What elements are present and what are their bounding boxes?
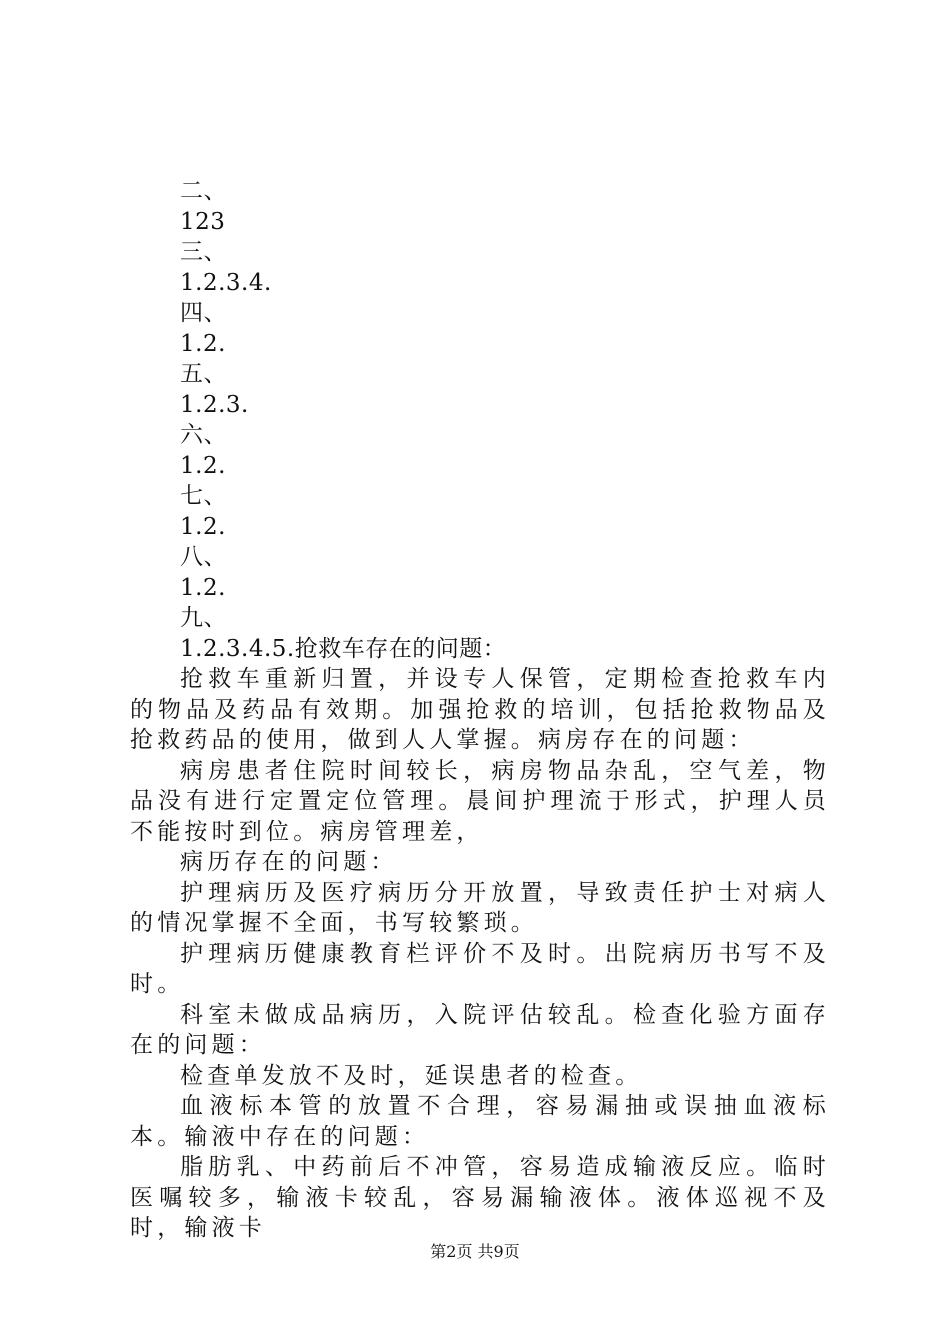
paragraph: 检查单发放不及时，延误患者的检查。 [180,1062,643,1089]
paragraph: 血液标本管的放置不合理，容易漏抽或误抽血液标本。输液中存在的问题： [130,1093,830,1150]
item-line: 1.2. [180,574,226,601]
paragraph: 科室未做成品病历，入院评估较乱。检查化验方面存在的问题： [130,1001,830,1058]
item-line: 1.2. [180,452,226,479]
paragraph: 病房患者住院时间较长，病房物品杂乱，空气差，物品没有进行定置定位管理。晨间护理流于形式，护理人员不能按时到位。病房管理差， [130,757,830,845]
heading-line: 四、 [180,300,227,326]
heading-line: 九、 [180,605,227,631]
paragraph: 护理病历健康教育栏评价不及时。出院病历书写不及时。 [130,940,830,997]
item-line: 1.2.3.4. [180,269,272,296]
item-line: 1.2.3.4.5.抢救车存在的问题： [180,635,507,662]
paragraph: 脂肪乳、中药前后不冲管，容易造成输液反应。临时医嘱较多，输液卡较乱，容易漏输液体。液体巡视不及时，输液卡 [130,1154,830,1241]
paragraph: 抢救车重新归置，并设专人保管，定期检查抢救车内的物品及药品有效期。加强抢救的培训，包括抢救物品及抢救药品的使用，做到人人掌握。病房存在的问题： [130,666,830,753]
item-line: 1.2.3. [180,391,249,418]
item-line: 1.2. [180,513,226,540]
heading-line: 五、 [180,361,227,387]
heading-line: 二、 [180,178,227,204]
heading-line: 三、 [180,239,227,265]
item-line: 123 [180,208,226,235]
page-number-footer: 第2页 共9页 [430,1242,520,1261]
heading-line: 八、 [180,544,227,570]
document-body [130,176,840,1244]
heading-line: 六、 [180,422,227,448]
heading-line: 七、 [180,483,227,509]
paragraph: 护理病历及医疗病历分开放置，导致责任护士对病人的情况掌握不全面，书写较繁琐。 [130,879,830,936]
paragraph: 病历存在的问题： [180,849,398,875]
item-line: 1.2. [180,330,226,357]
